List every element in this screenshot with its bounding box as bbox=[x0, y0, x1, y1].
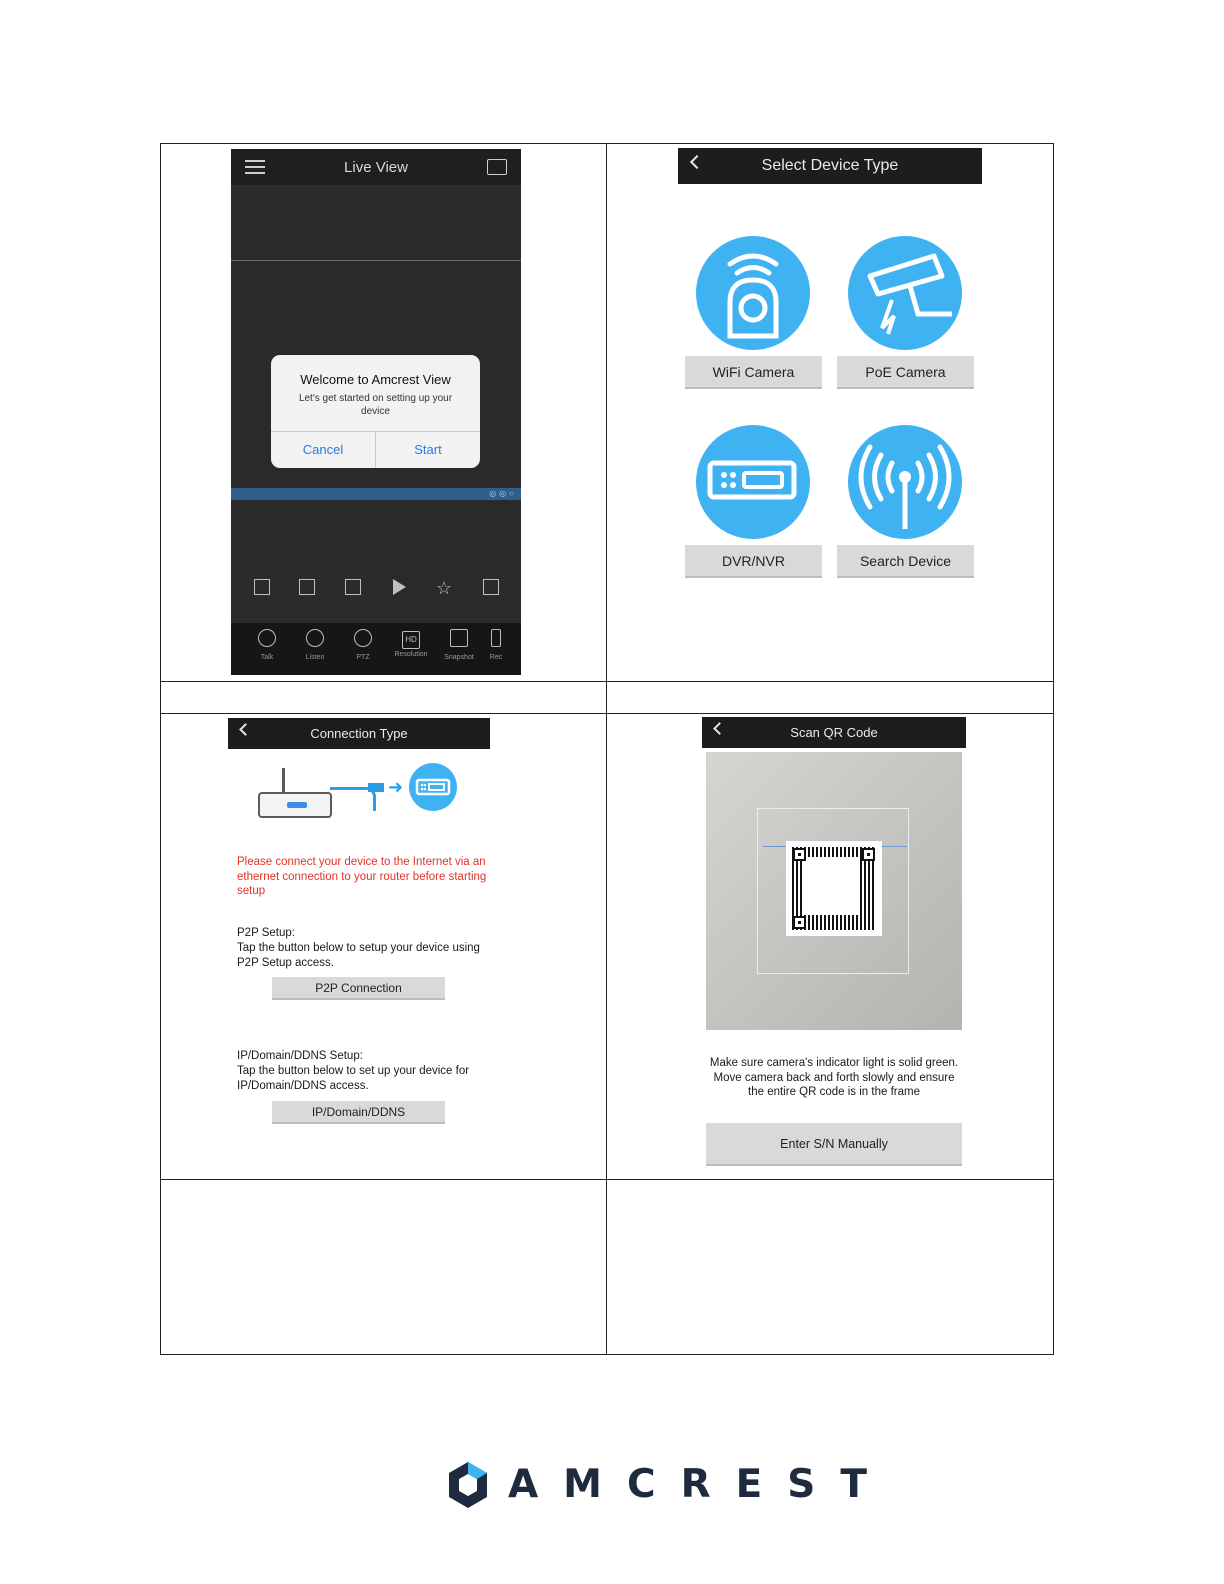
qr-code-image bbox=[786, 841, 882, 936]
video-pane[interactable] bbox=[231, 185, 521, 261]
ethernet-plug-icon bbox=[368, 783, 384, 792]
connection-type-title: Connection Type bbox=[310, 726, 408, 741]
device-list-icon[interactable] bbox=[487, 159, 507, 175]
camera-viewfinder bbox=[706, 752, 962, 1030]
dvr-nvr-button[interactable]: DVR/NVR bbox=[685, 545, 822, 578]
select-device-header bbox=[678, 148, 982, 184]
resolution-control[interactable] bbox=[388, 629, 434, 658]
wifi-camera-button[interactable]: WiFi Camera bbox=[685, 356, 822, 389]
table-row-divider bbox=[160, 713, 1054, 714]
back-icon[interactable] bbox=[239, 723, 252, 736]
amcrest-logo-icon bbox=[446, 1460, 490, 1510]
welcome-dialog bbox=[271, 355, 480, 468]
layout-toolbar bbox=[231, 579, 521, 601]
antenna-icon[interactable] bbox=[848, 425, 962, 539]
cancel-button[interactable]: Cancel bbox=[302, 442, 344, 457]
connection-type-header bbox=[228, 718, 490, 749]
resolution-label: Resolution bbox=[394, 651, 428, 658]
menu-icon[interactable] bbox=[245, 160, 265, 175]
speaker-icon bbox=[306, 629, 324, 647]
brand-wordmark: AMCREST bbox=[508, 1462, 892, 1507]
hd-icon: HD bbox=[402, 631, 420, 649]
split-1-icon[interactable] bbox=[254, 579, 270, 595]
router-antenna bbox=[282, 768, 285, 794]
enter-sn-manually-button[interactable]: Enter S/N Manually bbox=[706, 1123, 962, 1166]
ddns-button[interactable]: IP/Domain/DDNS bbox=[272, 1101, 445, 1124]
search-device-button[interactable]: Search Device bbox=[837, 545, 974, 578]
ddns-description: Tap the button below to set up your device for IP/Domain/DDNS access. bbox=[237, 1065, 470, 1092]
play-icon[interactable] bbox=[393, 579, 406, 595]
camera-icon bbox=[450, 629, 468, 647]
back-icon[interactable] bbox=[713, 722, 726, 735]
record-list-icon[interactable] bbox=[483, 579, 499, 595]
router-icon bbox=[258, 792, 332, 818]
talk-label: Talk bbox=[260, 654, 274, 661]
p2p-heading: P2P Setup: bbox=[237, 927, 295, 939]
listen-control[interactable] bbox=[292, 629, 338, 661]
scan-qr-header bbox=[702, 717, 966, 748]
record-icon bbox=[491, 629, 501, 647]
wifi-camera-icon[interactable] bbox=[696, 236, 810, 350]
split-4-icon[interactable] bbox=[299, 579, 315, 595]
table-row-divider bbox=[160, 681, 1054, 682]
live-view-screen bbox=[231, 149, 521, 675]
talk-control[interactable] bbox=[244, 629, 290, 661]
poe-camera-icon[interactable] bbox=[848, 236, 962, 350]
dvr-nvr-icon[interactable] bbox=[696, 425, 810, 539]
record-control[interactable] bbox=[475, 629, 517, 661]
dialog-title: Welcome to Amcrest View bbox=[300, 372, 451, 387]
listen-label: Listen bbox=[305, 654, 325, 661]
record-label: Rec bbox=[489, 654, 503, 661]
dialog-message: Let's get started on setting up your device bbox=[298, 393, 453, 417]
ddns-heading: IP/Domain/DDNS Setup: bbox=[237, 1050, 363, 1062]
table-column-divider bbox=[606, 143, 607, 1355]
back-icon[interactable] bbox=[690, 155, 704, 169]
start-button[interactable]: Start bbox=[375, 432, 480, 468]
ptz-label: PTZ bbox=[356, 654, 370, 661]
p2p-description: Tap the button below to setup your device using P2P Setup access. bbox=[237, 942, 480, 969]
ptz-control[interactable] bbox=[340, 629, 386, 661]
ethernet-warning: Please connect your device to the Internet via an ethernet connection to your router before starting setup bbox=[237, 856, 487, 897]
snapshot-label: Snapshot bbox=[444, 654, 474, 661]
microphone-icon bbox=[258, 629, 276, 647]
arrow-right-icon: ➜ bbox=[388, 777, 404, 797]
favorite-icon[interactable]: ☆ bbox=[436, 578, 453, 598]
table-row-divider bbox=[160, 1179, 1054, 1180]
scan-qr-title: Scan QR Code bbox=[790, 725, 878, 740]
scan-instructions: Make sure camera's indicator light is solid green. Move camera back and forth slowly and ensure the entire QR code is in the frame bbox=[709, 1057, 959, 1098]
dvr-device-icon bbox=[409, 763, 457, 811]
split-9-icon[interactable] bbox=[345, 579, 361, 595]
selected-pane-bar: ◎◎○ bbox=[231, 488, 521, 500]
poe-camera-button[interactable]: PoE Camera bbox=[837, 356, 974, 389]
p2p-connection-button[interactable]: P2P Connection bbox=[272, 977, 445, 1000]
live-view-title: Live View bbox=[344, 158, 408, 176]
live-view-header bbox=[231, 149, 521, 185]
select-device-title: Select Device Type bbox=[761, 157, 899, 174]
ptz-icon bbox=[354, 629, 372, 647]
